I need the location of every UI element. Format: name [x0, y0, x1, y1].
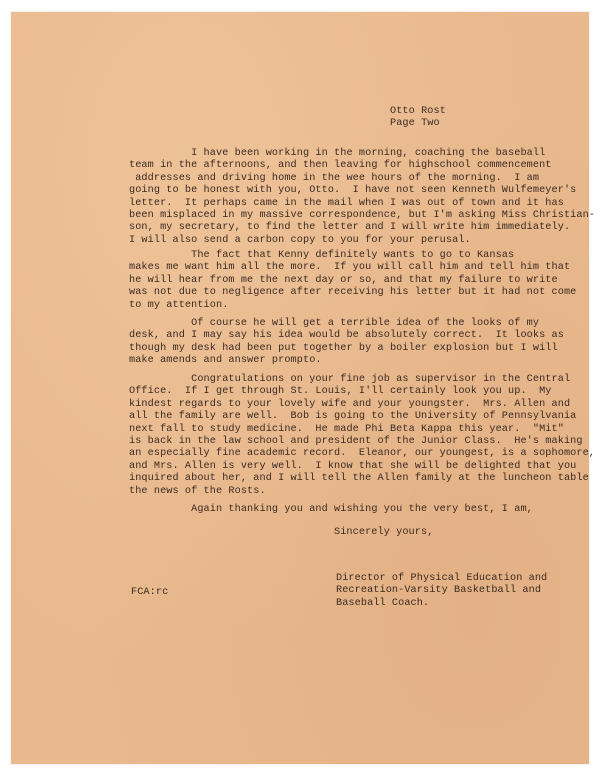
- paragraph-5: [129, 504, 533, 516]
- text-line: desk, and I may say his idea would be absolutely correct. It looks as: [129, 330, 564, 342]
- text-line: makes me want him all the more. If you will call him and tell him that: [129, 262, 571, 274]
- text-line: the news of the Rosts.: [129, 485, 266, 497]
- header-addressee: Otto Rost: [390, 106, 446, 117]
- signature-title-line: Director of Physical Education and: [336, 573, 548, 584]
- text-line: addresses and driving home in the wee hours of the morning. I am: [129, 172, 540, 184]
- header-page-number: Page Two: [390, 118, 440, 130]
- text-line: Congratulations on your fine job as supervisor in the Central: [129, 374, 571, 385]
- paragraph-4: [129, 374, 595, 498]
- letter-page: [11, 12, 596, 764]
- text-line: to my attention.: [129, 299, 229, 311]
- text-line: though my desk had been put together by a boiler explosion but I will: [129, 342, 558, 354]
- paragraph-3: [129, 318, 564, 368]
- text-line: I have been working in the morning, coaching the baseball: [129, 148, 546, 159]
- signature-block: [336, 573, 547, 610]
- text-line: going to be honest with you, Otto. I have not seen Kenneth Wulfemeyer's: [129, 185, 577, 197]
- paragraph-1: [129, 148, 595, 247]
- text-line: all the family are well. Bob is going to the University of Pennsylvania: [129, 411, 577, 423]
- text-line: inquired about her, and I will tell the Allen family at the luncheon table: [129, 473, 589, 485]
- text-line: Again thanking you and wishing you the very best, I am,: [129, 504, 533, 515]
- text-line: is back in the law school and president of the Junior Class. He's making: [129, 436, 583, 448]
- text-line: and Mrs. Allen is very well. I know that she will be delighted that you: [129, 460, 577, 472]
- text-line: Office. If I get through St. Louis, I'll certainly look you up. My: [129, 386, 552, 398]
- text-line: next fall to study medicine. He made Phi Beta Kappa this year. "Mit": [129, 423, 564, 435]
- text-line: Of course he will get a terrible idea of the looks of my: [129, 318, 540, 329]
- text-line: letter. It perhaps came in the mail when I was out of town and it has: [129, 197, 564, 209]
- text-line: The fact that Kenny definitely wants to go to Kansas: [129, 250, 515, 261]
- text-line: an especially fine academic record. Eleanor, our youngest, is a sophomore,: [129, 448, 596, 460]
- text-line: son, my secretary, to find the letter and I will write him immediately.: [129, 222, 571, 234]
- text-line: been misplaced in my massive correspondence, but I'm asking Miss Christian-: [129, 210, 596, 222]
- signature-title-line: Recreation-Varsity Basketball and: [336, 585, 542, 597]
- text-line: make amends and answer prompto.: [129, 355, 322, 367]
- reference-initials: FCA:rc: [131, 587, 169, 598]
- text-line: kindest regards to your lovely wife and your youngster. Mrs. Allen and: [129, 398, 571, 410]
- page-header: [390, 106, 446, 131]
- text-line: team in the afternoons, and then leaving for highschool commencement: [129, 160, 552, 172]
- text-line: he will hear from me the next day or so, and that my failure to write: [129, 274, 558, 286]
- closing-salutation: Sincerely yours,: [334, 527, 434, 538]
- paragraph-2: [129, 250, 576, 312]
- text-line: was not due to negligence after receiving his letter but it had not come: [129, 287, 577, 299]
- text-line: I will also send a carbon copy to you for your perusal.: [129, 234, 471, 246]
- signature-title-line: Baseball Coach.: [336, 597, 430, 609]
